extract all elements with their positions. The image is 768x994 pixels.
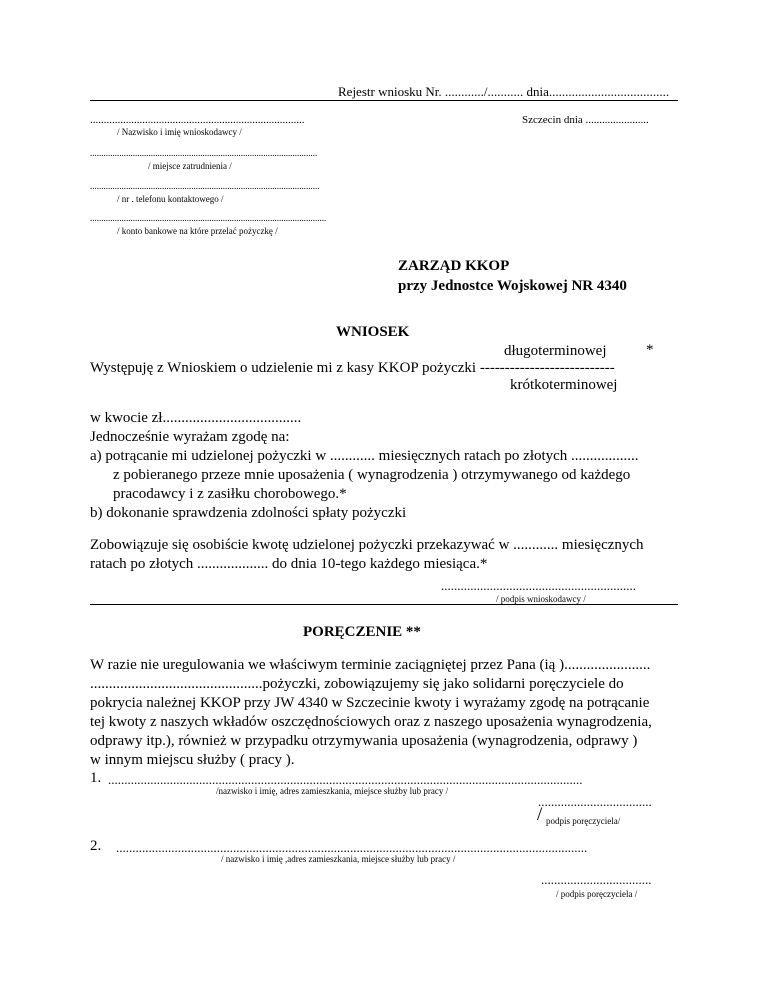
guarantee-title: PORĘCZENIE ** — [303, 624, 421, 640]
applicant-signature-label: / podpis wnioskodawcy / — [496, 594, 586, 604]
applicant-name-label: / Nazwisko i imię wnioskodawcy / — [117, 127, 242, 137]
guarantee-text: W razie nie uregulowania we właściwym terminie zaciągniętej przez Pana (ią )....................... — [90, 657, 651, 673]
guarantor-2-details-field[interactable]: ................................................................................................................................................. — [116, 840, 588, 855]
commitment-line: ratach po złotych ................... do dnia 10-tego każdego miesiąca.* — [90, 556, 488, 572]
consent-item-b: b) dokonanie sprawdzenia zdolności spłaty pożyczki — [90, 505, 407, 521]
addressee-board: ZARZĄD KKOP — [398, 258, 510, 274]
guarantor-1-number: 1. — [90, 770, 102, 786]
guarantor-1-details-field[interactable]: .................................................................................................................................................. — [108, 772, 583, 787]
option-short-term[interactable]: krótkoterminowej — [510, 377, 618, 393]
guarantee-text: tej kwoty z naszych wkładów oszczędnościowych oraz z naszego uposażenia wynagrodzenia, — [90, 714, 652, 730]
consent-intro: Jednocześnie wyrażam zgodę na: — [90, 429, 290, 445]
option-asterisk: * — [646, 342, 654, 358]
option-long-term[interactable]: długoterminowej — [504, 343, 607, 359]
bank-account-label: / konto bankowe na które przelać pożyczkę / — [117, 226, 278, 236]
guarantor-2-signature-label: / podpis poręczyciela / — [556, 889, 638, 899]
guarantee-text: odprawy itp.), również w przypadku otrzymywania uposażenia (wynagrodzenia, odprawy ) — [90, 733, 638, 749]
guarantor-2-number: 2. — [90, 838, 102, 854]
header-divider — [90, 100, 678, 101]
guarantee-text: pokrycia należnej KKOP przy JW 4340 w Szczecinie kwoty i wyrażamy zgodę na potrącanie — [90, 695, 650, 711]
consent-item-a: a) potrącanie mi udzielonej pożyczki w ............ miesięcznych ratach po złotych .................. — [90, 448, 639, 464]
consent-item-a-cont: pracodawcy i z zasiłku chorobowego.* — [113, 486, 347, 502]
guarantor-1-signature-slash: / — [537, 804, 543, 825]
place-date-field[interactable]: Szczecin dnia ....................... — [522, 114, 649, 126]
application-title: WNIOSEK — [336, 324, 410, 340]
workplace-field[interactable]: ..................................................................................................... — [90, 148, 318, 158]
guarantor-1-signature-field[interactable]: ................................... — [538, 794, 652, 809]
guarantor-1-signature-label: podpis poręczyciela/ — [546, 816, 621, 826]
addressee-unit: przy Jednostce Wojskowej NR 4340 — [398, 278, 627, 294]
workplace-label: / miejsce zatrudnienia / — [148, 161, 232, 171]
guarantor-2-signature-field[interactable]: .................................. — [541, 872, 652, 887]
phone-label: / nr . telefonu kontaktowego / — [117, 194, 224, 204]
phone-field[interactable]: ...................................................................................................... — [90, 181, 320, 191]
guarantor-1-details-label: /nazwisko i imię, adres zamieszkania, miejsce służby lub pracy / — [216, 786, 449, 796]
section-divider — [90, 604, 678, 605]
guarantor-2-details-label: / nazwisko i imię ,adres zamieszkania, miejsce służby lub pracy / — [221, 854, 456, 864]
loan-amount-line[interactable]: w kwocie zł..................................... — [90, 410, 302, 426]
commitment-line: Zobowiązuje się osobiście kwotę udzielonej pożyczki przekazywać w ............ miesięcznych — [90, 537, 644, 553]
guarantee-text: ..............................................pożyczki, zobowiązujemy się jako solidarni poręczyciele do — [90, 676, 624, 692]
loan-request-line: Występuję z Wnioskiem o udzielenie mi z kasy KKOP pożyczki --------------------------- — [90, 360, 615, 376]
consent-item-a-cont: z pobieranego przeze mnie uposażenia ( wynagrodzenia ) otrzymywanego od każdego — [113, 467, 631, 483]
bank-account-field[interactable]: ......................................................................................................... — [90, 213, 327, 223]
registry-number-line: Rejestr wniosku Nr. ............/........... dnia..................................... — [338, 84, 670, 99]
guarantee-text: w innym miejscu służby ( pracy ). — [90, 752, 295, 768]
applicant-signature-field[interactable]: ............................................................ — [441, 578, 636, 593]
applicant-name-field[interactable]: .............................................................................. — [90, 114, 305, 126]
